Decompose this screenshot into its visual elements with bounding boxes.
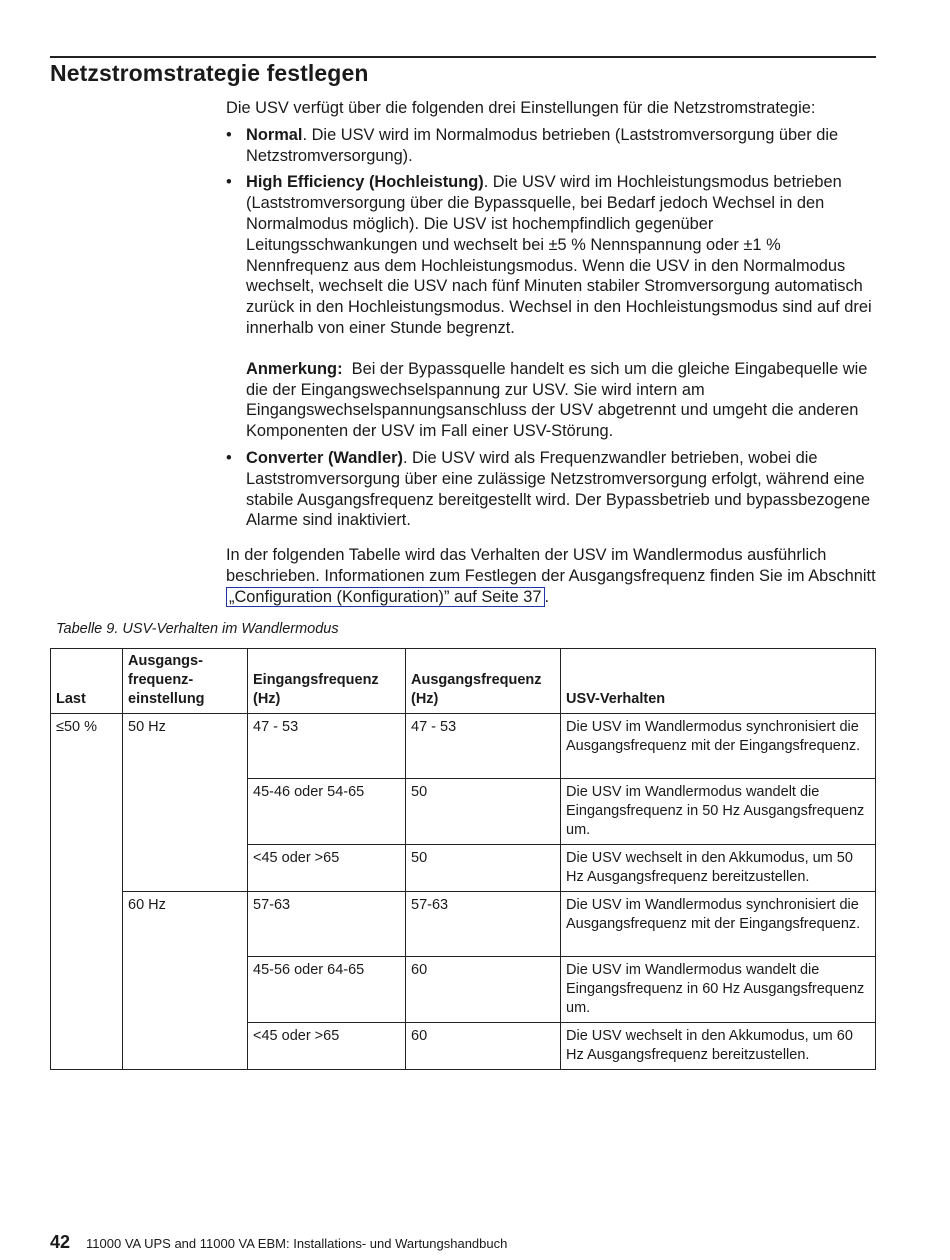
cell-input: <45 oder >65 bbox=[248, 845, 406, 892]
body-text bbox=[226, 98, 878, 608]
cell-output: 50 bbox=[406, 845, 561, 892]
cell-behavior: Die USV im Wandlermodus wandelt die Eingangsfrequenz in 50 Hz Ausgangsfrequenz um. bbox=[561, 779, 876, 845]
cell-output: 60 bbox=[406, 1023, 561, 1070]
cell-behavior: Die USV wechselt in den Akkumodus, um 60 Hz Ausgangsfrequenz bereitzustellen. bbox=[561, 1023, 876, 1070]
table-caption: Tabelle 9. USV-Verhalten im Wandlermodus bbox=[56, 621, 339, 637]
cell-input: <45 oder >65 bbox=[248, 1023, 406, 1070]
footer-title: 11000 VA UPS and 11000 VA EBM: Installations- und Wartungshandbuch bbox=[86, 1236, 508, 1251]
note-label: Anmerkung: bbox=[246, 359, 343, 378]
closing-paragraph bbox=[226, 545, 878, 607]
list-item-converter bbox=[226, 448, 878, 531]
list-item-high-efficiency bbox=[226, 172, 878, 442]
cell-setting: 60 Hz bbox=[123, 892, 248, 1070]
cell-behavior: Die USV wechselt in den Akkumodus, um 50 Hz Ausgangsfrequenz bereitzustellen. bbox=[561, 845, 876, 892]
cell-behavior: Die USV im Wandlermodus synchronisiert die Ausgangsfrequenz mit der Eingangsfrequenz. bbox=[561, 714, 876, 779]
bullet-icon: • bbox=[226, 448, 232, 467]
configuration-link[interactable]: „Configuration (Konfiguration)” auf Seite 37 bbox=[226, 587, 545, 607]
note-text: Bei der Bypassquelle handelt es sich um die gleiche Eingabequelle wie die der Eingangswechselspannung zur USV. Sie wird intern am Eingangswechselspannungsanschluss der USV abgetrennt und umgeht die anderen Komponenten der USV im Fall einer USV-Störung. bbox=[246, 359, 868, 441]
header-output-setting: Ausgangs- frequenz- einstellung bbox=[123, 649, 248, 714]
table-header-row bbox=[51, 649, 876, 714]
note-paragraph bbox=[246, 359, 878, 442]
intro-paragraph: Die USV verfügt über die folgenden drei Einstellungen für die Netzstromstrategie: bbox=[226, 99, 816, 117]
closing-end: . bbox=[544, 587, 550, 606]
cell-output: 60 bbox=[406, 957, 561, 1023]
cell-behavior: Die USV im Wandlermodus synchronisiert die Ausgangsfrequenz mit der Eingangsfrequenz. bbox=[561, 892, 876, 957]
section-heading: Netzstromstrategie festlegen bbox=[50, 60, 369, 86]
header-behavior: USV-Verhalten bbox=[561, 649, 876, 714]
header-input-frequency: Eingangsfrequenz (Hz) bbox=[248, 649, 406, 714]
page-number: 42 bbox=[50, 1232, 71, 1252]
cell-input: 47 - 53 bbox=[248, 714, 406, 779]
table-row bbox=[51, 892, 876, 957]
list-item-normal bbox=[226, 125, 878, 167]
header-output-frequency: Ausgangsfrequenz (Hz) bbox=[406, 649, 561, 714]
table-row bbox=[51, 714, 876, 779]
bullet-text: . Die USV wird im Hochleistungsmodus betrieben (Laststromversorgung über die Bypassquelle, bei Bedarf jedoch Wechsel in den Normalmodus möglich). Die USV ist hochempfindlich gegenüber Leitungsschwankungen und wechselt bei ±5 % Nennspannung oder ±1 % Nennfrequenz aus dem Hochleistungsmodus. Wenn die USV in den Normalmodus wechselt, wechselt die USV nach fünf Minuten stabiler Stromversorgung automatisch zurück in den Hochleistungsmodus. Wechsel in den Hochleistungsmodus sind auf drei innerhalb von einer Stunde begrenzt. bbox=[246, 173, 872, 337]
cell-output: 50 bbox=[406, 779, 561, 845]
cell-output: 47 - 53 bbox=[406, 714, 561, 779]
cell-setting: 50 Hz bbox=[123, 714, 248, 892]
cell-output: 57-63 bbox=[406, 892, 561, 957]
converter-behavior-table bbox=[50, 648, 876, 1070]
cell-input: 45-56 oder 64-65 bbox=[248, 957, 406, 1023]
bullet-term: Normal bbox=[246, 125, 303, 144]
bullet-term: High Efficiency (Hochleistung) bbox=[246, 173, 484, 192]
strategy-list bbox=[226, 125, 878, 531]
bullet-term: Converter (Wandler) bbox=[246, 448, 403, 467]
header-load: Last bbox=[51, 649, 123, 714]
closing-text: In der folgenden Tabelle wird das Verhalten der USV im Wandlermodus ausführlich beschrieben. Informationen zum Festlegen der Ausgangsfrequenz finden Sie im Abschnitt bbox=[226, 546, 876, 585]
bullet-icon: • bbox=[226, 173, 232, 192]
bullet-text: . Die USV wird im Normalmodus betrieben (Laststromversorgung über die Netzstromversorgung). bbox=[246, 125, 839, 165]
bullet-text: . Die USV wird als Frequenzwandler betrieben, wobei die Laststromversorgung über eine zulässige Netzstromversorgung erfolgt, während eine stabile Ausgangsfrequenz bereitgestellt wird. Der Bypassbetrieb und bypassbezogene Alarme sind inaktiviert. bbox=[246, 448, 871, 530]
page-footer bbox=[50, 1232, 507, 1253]
cell-load: ≤50 % bbox=[51, 714, 123, 1070]
bullet-icon: • bbox=[226, 125, 232, 144]
cell-input: 57-63 bbox=[248, 892, 406, 957]
heading-rule bbox=[50, 56, 876, 58]
cell-input: 45-46 oder 54-65 bbox=[248, 779, 406, 845]
cell-behavior: Die USV im Wandlermodus wandelt die Eingangsfrequenz in 60 Hz Ausgangsfrequenz um. bbox=[561, 957, 876, 1023]
